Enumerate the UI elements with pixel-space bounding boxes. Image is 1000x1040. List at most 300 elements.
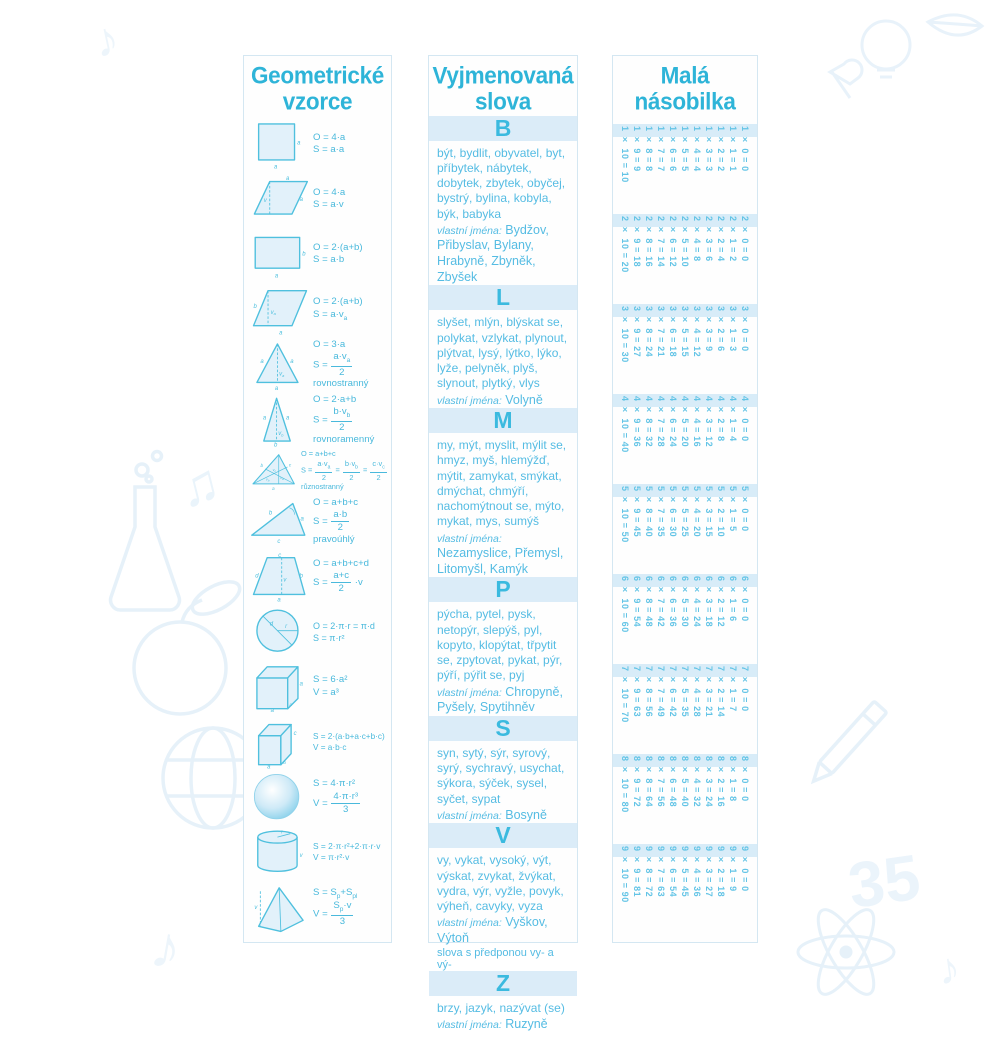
word-list: syn, sytý, sýr, syrový, syrý, sychravý, usychat, sýkora, sýček, sysel, syčet, sypat bbox=[437, 745, 565, 806]
section-letter-band: B bbox=[429, 116, 577, 141]
formula-line: V = $\frac{\text{4·π·r³}}{3}$ bbox=[313, 790, 359, 815]
geometry-row-circle bbox=[249, 605, 388, 658]
triangle-type-label: rovnoramenný bbox=[313, 433, 375, 445]
shape-label: b bbox=[283, 759, 287, 765]
times-table-2 bbox=[619, 216, 751, 298]
equation-columns bbox=[619, 306, 751, 388]
equation: 2 × 7 = 14 bbox=[656, 215, 666, 267]
shape-label: a bbox=[277, 597, 281, 604]
word-section-S bbox=[429, 716, 577, 824]
flask-icon bbox=[111, 452, 180, 611]
proper-names: Vyškov, Výtoň bbox=[437, 915, 548, 945]
geometry-row-triangle-right bbox=[249, 495, 388, 548]
shape-label: a bbox=[297, 140, 301, 147]
triangle-eq-shape-icon bbox=[249, 338, 311, 391]
equation: 6 × 1 = 6 bbox=[728, 575, 738, 622]
proper-names-line bbox=[437, 223, 569, 286]
equation: 6 × 5 = 30 bbox=[680, 575, 690, 628]
equation: 5 × 9 = 45 bbox=[632, 485, 642, 538]
formula-line: S = a·v bbox=[313, 199, 344, 211]
times-table-1 bbox=[619, 126, 751, 208]
shape-label: b bbox=[274, 442, 278, 447]
proper-names: Chropyně, Pyšely, Spytihněv bbox=[437, 684, 563, 715]
shape-label: $v_b$ bbox=[265, 477, 270, 483]
number-doodle: 35 bbox=[843, 840, 925, 922]
equation-columns bbox=[619, 576, 751, 658]
music-note-icon: ♪ bbox=[145, 911, 187, 984]
equation: 8 × 4 = 32 bbox=[692, 755, 702, 808]
shape-label: c bbox=[277, 538, 281, 545]
formula-line: V = $\frac{S_p\cdot v}{3}$ bbox=[313, 900, 352, 928]
push-pin-icon bbox=[830, 60, 862, 98]
rhomboid-shape-icon bbox=[249, 173, 311, 226]
equation: 3 × 8 = 24 bbox=[644, 305, 654, 358]
equation-columns bbox=[619, 846, 751, 928]
formula-line: S = 6·a² bbox=[313, 674, 348, 686]
equation: 3 × 4 = 12 bbox=[692, 305, 702, 358]
formula-block bbox=[313, 186, 388, 212]
proper-names-label: vlastní jména: bbox=[437, 394, 502, 407]
formula-block bbox=[313, 619, 388, 644]
equation: 9 × 10 = 90 bbox=[620, 845, 630, 903]
equation-columns bbox=[619, 666, 751, 748]
equation: 9 × 3 = 27 bbox=[704, 845, 714, 898]
equation: 1 × 3 = 3 bbox=[704, 125, 714, 172]
pyramid-shape-icon bbox=[249, 881, 311, 934]
proper-names-line bbox=[437, 531, 569, 578]
word-sections bbox=[429, 116, 577, 1040]
section-letter-band: M bbox=[429, 408, 577, 433]
equation: 5 × 0 = 0 bbox=[740, 485, 750, 532]
equation: 9 × 6 = 54 bbox=[668, 845, 678, 898]
triangle-iso-shape-icon bbox=[249, 394, 311, 447]
word-section-L bbox=[429, 285, 577, 408]
shape-label: b bbox=[302, 251, 306, 258]
word-list: brzy, jazyk, nazývat (se) bbox=[437, 1000, 565, 1015]
equation: 9 × 9 = 81 bbox=[632, 845, 642, 898]
geometry-row-sphere bbox=[249, 771, 388, 824]
word-section-P bbox=[429, 577, 577, 715]
shape-label: $v_b$ bbox=[278, 430, 284, 438]
formula-line: O = a+b+c bbox=[301, 449, 336, 459]
proper-names-line bbox=[437, 915, 569, 946]
equation: 7 × 10 = 70 bbox=[620, 665, 630, 723]
equation-columns bbox=[619, 126, 751, 208]
word-section-V bbox=[429, 823, 577, 970]
shape-label: v bbox=[254, 905, 258, 912]
word-list: vy, vykat, vysoký, výt, výskat, zvykat, žvýkat, vydra, výr, vyžle, povyk, výheň, cavyky, vyza bbox=[437, 853, 564, 914]
equation: 1 × 5 = 5 bbox=[680, 125, 690, 172]
equation: 6 × 9 = 54 bbox=[632, 575, 642, 628]
times-table-4 bbox=[619, 396, 751, 478]
shape-label: $v_a$ bbox=[280, 476, 284, 482]
equation: 5 × 2 = 10 bbox=[716, 485, 726, 538]
word-list: slyšet, mlýn, blýskat se, polykat, vzlykat, plynout, plýtvat, lysý, lýtko, lýko, lyže, pelyněk, plyš, slynout, plytký, vlys bbox=[437, 315, 568, 391]
formula-line: $S = a\cdot v_a$ bbox=[313, 308, 348, 322]
atom-icon bbox=[798, 902, 894, 1000]
formula-line: S = a·a bbox=[313, 143, 345, 155]
equation: 6 × 4 = 24 bbox=[692, 575, 702, 628]
formula-line: O = 2·π·r = π·d bbox=[313, 620, 375, 631]
formula-line: V = a·b·c bbox=[313, 742, 347, 752]
equation: 2 × 1 = 2 bbox=[728, 215, 738, 262]
shape-label: a bbox=[274, 273, 279, 280]
formula-block bbox=[313, 296, 388, 323]
equation: 3 × 6 = 18 bbox=[668, 305, 678, 358]
equation: 7 × 4 = 28 bbox=[692, 665, 702, 718]
triangle-right-shape-icon bbox=[249, 495, 311, 548]
square-shape-icon bbox=[249, 118, 311, 171]
formula-line: S = $\frac{a\cdot v_a}{2}$ bbox=[313, 350, 351, 378]
proper-names-line bbox=[437, 393, 569, 409]
geometry-row-triangle-scalene bbox=[249, 449, 388, 493]
word-section-M bbox=[429, 408, 577, 577]
equation: 7 × 6 = 42 bbox=[668, 665, 678, 718]
shape-label: a bbox=[270, 708, 274, 714]
geometry-row-rectangle bbox=[249, 228, 388, 281]
equation: 4 × 9 = 36 bbox=[632, 395, 642, 448]
formula-line: O = 2·(a+b) bbox=[313, 241, 363, 253]
equation: 6 × 6 = 36 bbox=[668, 575, 678, 628]
shape-label: c bbox=[288, 463, 292, 469]
equation: 3 × 1 = 3 bbox=[728, 305, 738, 352]
formula-line: S = $\frac{a\cdot v_a}{2}$ = $\frac{b\cdot v_b}{2}$ = $\frac{c\cdot v_c}{2}$ bbox=[301, 459, 385, 482]
equation: 5 × 8 = 40 bbox=[644, 485, 654, 538]
multiplication-bookmark bbox=[612, 55, 758, 943]
equation: 9 × 8 = 72 bbox=[644, 845, 654, 898]
equation: 1 × 6 = 6 bbox=[668, 125, 678, 172]
equation: 9 × 0 = 0 bbox=[740, 845, 750, 892]
equation: 5 × 5 = 25 bbox=[680, 485, 690, 538]
proper-names-label: vlastní jména: bbox=[437, 917, 502, 930]
music-note-icon: ♪ bbox=[89, 11, 124, 69]
equation: 3 × 7 = 21 bbox=[656, 305, 666, 358]
word-list: být, bydlit, obyvatel, byt, příbytek, nábytek, dobytek, zbytek, obyčej, bystrý, bylina, kobyla, býk, babyka bbox=[437, 145, 566, 221]
equation: 9 × 2 = 18 bbox=[716, 845, 726, 898]
triangle-type-label: pravoúhlý bbox=[313, 533, 355, 545]
formula-block bbox=[313, 131, 388, 157]
shape-label: r bbox=[280, 829, 283, 836]
formula-block bbox=[313, 886, 388, 929]
equation: 1 × 8 = 8 bbox=[644, 125, 654, 172]
music-note-icon: ♫ bbox=[172, 451, 227, 520]
proper-names: Ruzyně bbox=[501, 1016, 548, 1031]
equation-columns bbox=[619, 396, 751, 478]
pencil-icon bbox=[807, 701, 887, 787]
equation: 7 × 1 = 7 bbox=[728, 665, 738, 712]
equation: 6 × 2 = 12 bbox=[716, 575, 726, 628]
formula-block bbox=[313, 496, 388, 547]
proper-names: Bydžov, Přibyslav, Bylany, Hrabyně, Zbyněk, Zbyšek bbox=[437, 222, 549, 284]
formula-block bbox=[313, 394, 388, 447]
multiplication-blocks bbox=[613, 116, 757, 942]
formula-line: S = 2·(a·b+a·c+b·c) bbox=[313, 732, 385, 742]
formula-line: O = 2·a+b bbox=[313, 394, 357, 406]
shape-label: $v_c$ bbox=[272, 467, 277, 474]
equation: 8 × 0 = 0 bbox=[740, 755, 750, 802]
parallelogram-shape-icon bbox=[249, 283, 311, 336]
equation: 4 × 0 = 0 bbox=[740, 395, 750, 442]
equation: 7 × 8 = 56 bbox=[644, 665, 654, 718]
equation: 5 × 6 = 30 bbox=[668, 485, 678, 538]
word-section-Z bbox=[429, 971, 577, 1033]
equation: 5 × 7 = 35 bbox=[656, 485, 666, 538]
proper-names-label: vlastní jména: bbox=[437, 532, 502, 545]
formula-line: O = 4·a bbox=[313, 131, 346, 143]
equation: 1 × 2 = 2 bbox=[716, 125, 726, 172]
equation: 7 × 9 = 63 bbox=[632, 665, 642, 718]
music-note-icon: ♪ bbox=[934, 943, 964, 995]
times-table-3 bbox=[619, 306, 751, 388]
formula-block bbox=[313, 778, 388, 816]
shape-label: d bbox=[269, 621, 274, 628]
geometry-row-triangle-eq bbox=[249, 338, 388, 391]
formula-line: O = 3·a bbox=[313, 338, 346, 350]
shape-label: a bbox=[260, 359, 264, 366]
formula-line: S = $\frac{a\cdot b}{2}$ bbox=[313, 509, 348, 534]
equation: 4 × 10 = 40 bbox=[620, 395, 630, 453]
formula-line: S = $\frac{b\cdot v_b}{2}$ bbox=[313, 406, 351, 433]
equation: 8 × 3 = 24 bbox=[704, 755, 714, 808]
equation: 1 × 7 = 7 bbox=[656, 125, 666, 172]
formula-line: O = 4·a bbox=[313, 186, 346, 198]
shape-label: $v_a$ bbox=[279, 371, 285, 379]
formula-line: S = 4·π·r² bbox=[313, 778, 356, 790]
equation: 4 × 8 = 32 bbox=[644, 395, 654, 448]
proper-names-label: vlastní jména: bbox=[437, 1018, 502, 1031]
times-table-8 bbox=[619, 756, 751, 838]
shape-label: b bbox=[253, 303, 257, 310]
proper-names: Bosyně bbox=[501, 807, 547, 822]
geometry-row-cube bbox=[249, 660, 388, 713]
equation-columns bbox=[619, 216, 751, 298]
proper-names-label: vlastní jména: bbox=[437, 809, 502, 822]
triangle-scalene-shape-icon bbox=[249, 450, 299, 492]
equation: 4 × 2 = 8 bbox=[716, 395, 726, 442]
shape-label: r bbox=[285, 624, 288, 631]
section-letter-band: S bbox=[429, 716, 577, 741]
equation: 3 × 2 = 6 bbox=[716, 305, 726, 352]
proper-names: Nezamyslice, Přemysl, Litomyšl, Kamýk bbox=[437, 546, 564, 576]
shape-label: d bbox=[255, 573, 259, 580]
lightbulb-icon bbox=[862, 21, 910, 77]
shape-label: a bbox=[271, 486, 275, 492]
times-table-5 bbox=[619, 486, 751, 568]
formula-line: O = 2·(a+b) bbox=[313, 296, 363, 308]
formula-line: O = a+b+c bbox=[313, 496, 359, 508]
equation: 8 × 6 = 48 bbox=[668, 755, 678, 808]
shape-label: a bbox=[279, 330, 283, 337]
shape-label: a bbox=[290, 359, 294, 366]
equation: 8 × 2 = 16 bbox=[716, 755, 726, 808]
multiplication-title: Malá násobilka bbox=[634, 62, 736, 115]
geometry-rows bbox=[244, 116, 391, 942]
shape-label: b bbox=[268, 510, 273, 517]
shape-label: a bbox=[299, 682, 303, 689]
equation: 9 × 1 = 9 bbox=[728, 845, 738, 892]
shape-label: b bbox=[260, 463, 264, 469]
geometry-row-pyramid bbox=[249, 881, 388, 934]
equation: 3 × 5 = 15 bbox=[680, 305, 690, 358]
equation: 3 × 0 = 0 bbox=[740, 305, 750, 352]
equation: 3 × 9 = 27 bbox=[632, 305, 642, 358]
geometry-row-square bbox=[249, 118, 388, 171]
triangle-type-label: rovnostranný bbox=[313, 378, 369, 390]
equation: 2 × 4 = 8 bbox=[692, 215, 702, 262]
equation: 1 × 0 = 0 bbox=[740, 125, 750, 172]
cylinder-shape-icon bbox=[249, 826, 311, 879]
shape-label: b bbox=[299, 573, 303, 580]
equation: 6 × 8 = 48 bbox=[644, 575, 654, 628]
equation: 6 × 3 = 18 bbox=[704, 575, 714, 628]
equation: 6 × 0 = 0 bbox=[740, 575, 750, 622]
shape-label: a bbox=[274, 386, 279, 392]
equation: 8 × 1 = 8 bbox=[728, 755, 738, 802]
formula-line: S = π·r² bbox=[313, 632, 345, 643]
equation: 4 × 1 = 4 bbox=[728, 395, 738, 442]
formula-line: O = a+b+c+d bbox=[313, 558, 370, 570]
shape-label: a bbox=[285, 175, 290, 182]
equation: 9 × 5 = 45 bbox=[680, 845, 690, 898]
shape-label: a bbox=[267, 764, 271, 769]
equation: 2 × 3 = 6 bbox=[704, 215, 714, 262]
equation: 7 × 3 = 21 bbox=[704, 665, 714, 718]
shape-label: $v_a$ bbox=[270, 309, 276, 317]
equation: 2 × 5 = 10 bbox=[680, 215, 690, 267]
shape-label: a bbox=[300, 516, 304, 523]
equation: 6 × 10 = 60 bbox=[620, 575, 630, 633]
equation: 7 × 2 = 14 bbox=[716, 665, 726, 718]
word-list: my, mýt, myslit, mýlit se, hmyz, myš, hlemýžď, mýtit, zamykat, smýkat, dmýchat, chmýří, nachomýtnout se, mýto, mykat, mys, sumýš bbox=[437, 438, 567, 529]
geometry-bookmark bbox=[243, 55, 392, 943]
apple-icon bbox=[134, 575, 245, 714]
shape-label: c bbox=[293, 730, 297, 737]
proper-names-line bbox=[437, 685, 569, 716]
equation-columns bbox=[619, 486, 751, 568]
section-letter-band: L bbox=[429, 285, 577, 310]
equation: 2 × 2 = 4 bbox=[716, 215, 726, 262]
times-table-7 bbox=[619, 666, 751, 748]
geometry-row-cuboid bbox=[249, 716, 388, 769]
formula-line: S = a·b bbox=[313, 254, 345, 266]
equation: 2 × 6 = 12 bbox=[668, 215, 678, 267]
equation-columns bbox=[619, 756, 751, 838]
equation: 2 × 0 = 0 bbox=[740, 215, 750, 262]
equation: 8 × 5 = 40 bbox=[680, 755, 690, 808]
equation: 5 × 1 = 5 bbox=[728, 485, 738, 532]
equation: 4 × 5 = 20 bbox=[680, 395, 690, 448]
rectangle-shape-icon bbox=[249, 228, 311, 281]
formula-block bbox=[313, 338, 388, 391]
formula-line: $S = S_p+S_{pl}$ bbox=[313, 886, 358, 900]
equation: 8 × 7 = 56 bbox=[656, 755, 666, 808]
cube-shape-icon bbox=[249, 660, 311, 713]
triangle-type-label: různostranný bbox=[301, 482, 344, 492]
equation: 7 × 5 = 35 bbox=[680, 665, 690, 718]
equation: 5 × 4 = 20 bbox=[692, 485, 702, 538]
proper-names-label: vlastní jména: bbox=[437, 224, 502, 237]
equation: 8 × 9 = 72 bbox=[632, 755, 642, 808]
word-list: pýcha, pytel, pysk, netopýr, slepýš, pyl, kopyto, klopýtat, třpytit se, zpytovat, pykat, pýr, pýří, pýřit se, pyj bbox=[437, 607, 563, 683]
shape-label: v bbox=[283, 577, 287, 584]
formula-block bbox=[301, 449, 388, 493]
equation: 9 × 7 = 63 bbox=[656, 845, 666, 898]
shape-label: a bbox=[299, 197, 303, 204]
word-section-B bbox=[429, 116, 577, 286]
formula-line: S = 2·π·r²+2·π·r·v bbox=[313, 841, 381, 852]
equation: 7 × 0 = 0 bbox=[740, 665, 750, 712]
section-letter-band: P bbox=[429, 577, 577, 602]
shape-label: a bbox=[262, 415, 267, 422]
formula-block bbox=[313, 558, 388, 596]
equation: 5 × 3 = 15 bbox=[704, 485, 714, 538]
circle-shape-icon bbox=[249, 605, 311, 658]
equation: 7 × 7 = 49 bbox=[656, 665, 666, 718]
equation: 5 × 10 = 50 bbox=[620, 485, 630, 543]
formula-block bbox=[313, 674, 388, 700]
formula-line: V = a³ bbox=[313, 686, 339, 698]
equation: 2 × 9 = 18 bbox=[632, 215, 642, 267]
formula-block bbox=[313, 241, 388, 267]
proper-names: Volyně bbox=[501, 392, 543, 407]
leaf-icon bbox=[928, 15, 982, 35]
shape-label: a bbox=[289, 702, 293, 708]
times-table-9 bbox=[619, 846, 751, 928]
shape-label: c bbox=[278, 553, 282, 560]
equation: 3 × 10 = 30 bbox=[620, 305, 630, 363]
cuboid-shape-icon bbox=[249, 716, 311, 769]
formula-line: S = $\frac{a+c}{2}$ ·v bbox=[313, 570, 363, 595]
shape-label: a bbox=[274, 164, 278, 171]
shape-label: a bbox=[285, 415, 290, 422]
geometry-row-trapezoid bbox=[249, 550, 388, 603]
words-title: Vyjmenovaná slova bbox=[432, 62, 574, 115]
equation: 1 × 10 = 10 bbox=[620, 125, 630, 183]
shape-label: v bbox=[299, 852, 303, 859]
formula-line: V = π·r²·v bbox=[313, 852, 350, 862]
prefix-note: slova s předponou vy- a vý- bbox=[437, 946, 554, 971]
words-bookmark bbox=[428, 55, 578, 1031]
equation: 4 × 7 = 28 bbox=[656, 395, 666, 448]
equation: 9 × 4 = 36 bbox=[692, 845, 702, 898]
equation: 4 × 6 = 24 bbox=[668, 395, 678, 448]
proper-names-label: vlastní jména: bbox=[437, 686, 502, 699]
geometry-row-rhomboid bbox=[249, 173, 388, 226]
equation: 6 × 7 = 42 bbox=[656, 575, 666, 628]
proper-names-line bbox=[437, 808, 569, 824]
equation: 1 × 9 = 9 bbox=[632, 125, 642, 172]
equation: 8 × 8 = 64 bbox=[644, 755, 654, 808]
formula-block bbox=[313, 731, 388, 754]
equation: 3 × 3 = 9 bbox=[704, 305, 714, 352]
formula-block bbox=[313, 841, 388, 864]
geometry-row-triangle-iso bbox=[249, 394, 388, 447]
sphere-shape-icon bbox=[249, 771, 311, 824]
times-table-6 bbox=[619, 576, 751, 658]
geometry-row-parallelogram bbox=[249, 283, 388, 336]
section-letter-band: Z bbox=[429, 971, 577, 996]
trapezoid-shape-icon bbox=[249, 550, 311, 603]
geometry-row-cylinder bbox=[249, 826, 388, 879]
shape-label: v bbox=[263, 197, 267, 204]
section-letter-band: V bbox=[429, 823, 577, 848]
equation: 4 × 3 = 12 bbox=[704, 395, 714, 448]
geometry-title: Geometrické vzorce bbox=[250, 62, 385, 115]
equation: 4 × 4 = 16 bbox=[692, 395, 702, 448]
equation: 1 × 1 = 1 bbox=[728, 125, 738, 172]
equation: 1 × 4 = 4 bbox=[692, 125, 702, 172]
equation: 2 × 8 = 16 bbox=[644, 215, 654, 267]
